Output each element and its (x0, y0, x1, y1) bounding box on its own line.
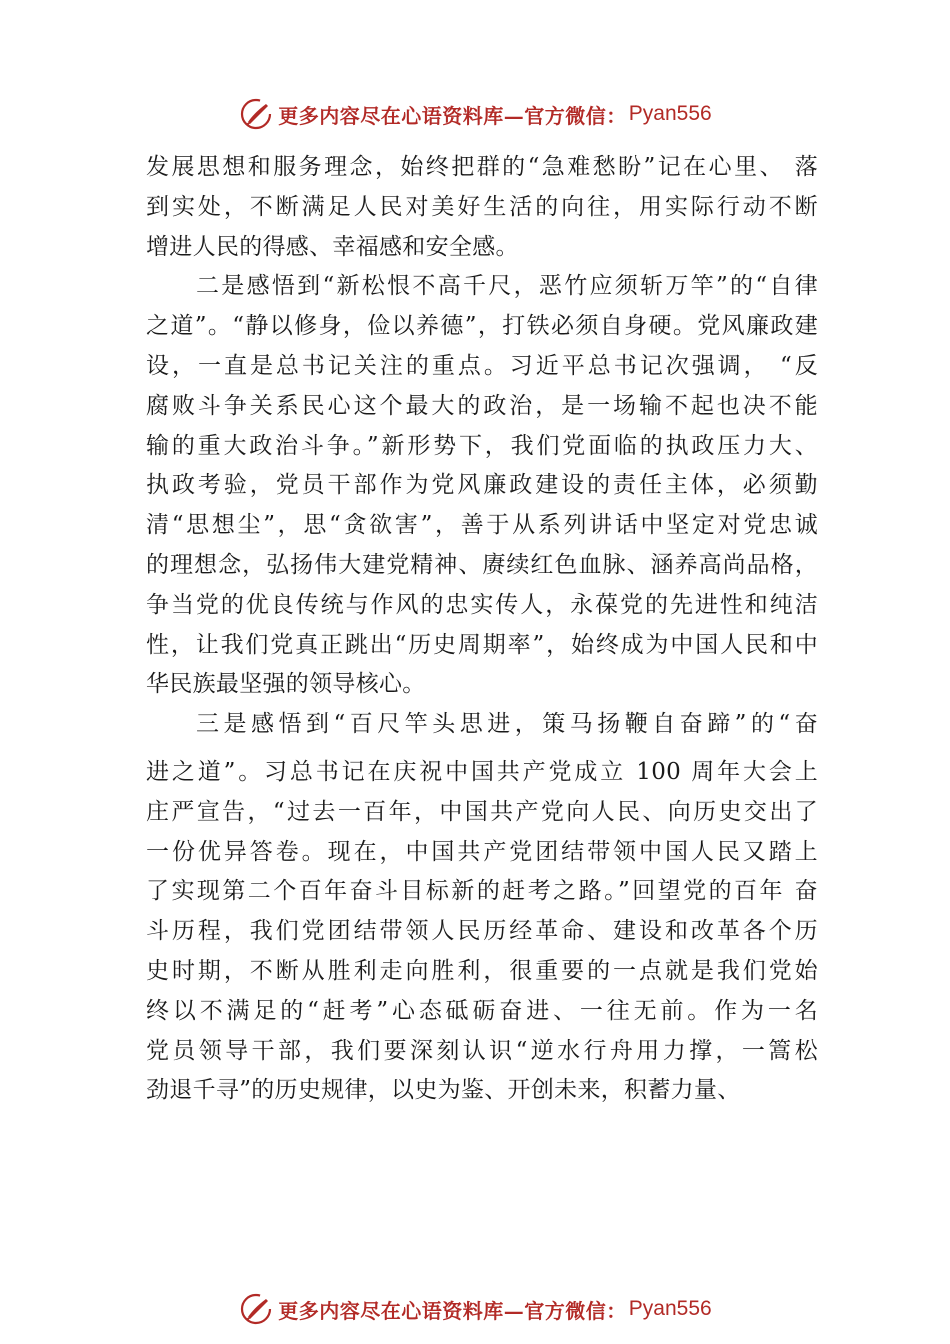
text-line: 争当党的优良传统与作风的忠实传人，永葆党的先进性和纯洁 (146, 591, 818, 618)
text-line: 的理想念，弘扬伟大建党精神、赓续红色血脉、涵养高尚品格， (146, 551, 818, 578)
brush-logo-icon (238, 96, 274, 132)
watermark-text: 更多内容尽在心语资料库—官方微信： (278, 1298, 627, 1323)
footer-watermark-banner (0, 1289, 950, 1329)
text-line: 输的重大政治斗争。”新形势下，我们党面临的执政压力大、 (146, 432, 818, 459)
text-line: 二是感悟到“新松恨不高千尺，恶竹应须斩万竿”的“自律 (196, 273, 818, 300)
document-body (146, 148, 818, 1111)
watermark-wechat-id: Pyan556 (628, 1297, 712, 1320)
text-line: 史时期，不断从胜利走向胜利，很重要的一点就是我们党始 (146, 957, 818, 984)
header-watermark-banner (0, 94, 950, 134)
text-line: 一份优异答卷。现在，中国共产党团结带领中国人民又踏上 (146, 838, 818, 865)
text-line: 设，一直是总书记关注的重点。习近平总书记次强调， “反 (146, 352, 818, 379)
text-line: 了实现第二个百年奋斗目标新的赶考之路。”回望党的百年 奋 (146, 878, 818, 905)
text-line: 斗历程，我们党团结带领人民历经革命、建设和改革各个历 (146, 918, 818, 945)
text-line: 劲退千寻”的历史规律，以史为鉴、开创未来，积蓄力量、 (146, 1077, 741, 1104)
text-line: 腐败斗争关系民心这个最大的政治，是一场输不起也决不能 (146, 392, 818, 419)
text-line: 进之道”。习总书记在庆祝中国共产党成立 100 周年大会上 (146, 758, 818, 785)
text-line: 三是感悟到“百尺竿头思进，策马扬鞭自奋蹄”的“奋 (196, 711, 818, 738)
brush-logo-icon (238, 1291, 274, 1327)
text-line: 清“思想尘”，思“贪欲害”，善于从系列讲话中坚定对党忠诚 (146, 512, 818, 539)
paragraph-3 (146, 705, 818, 1111)
text-line: 执政考验，党员干部作为党风廉政建设的责任主体，必须勤 (146, 472, 818, 499)
text-line: 终以不满足的“赶考”心态砥砺奋进、一往无前。作为一名 (146, 997, 818, 1024)
text-line: 到实处，不断满足人民对美好生活的向往，用实际行动不断 (146, 193, 818, 220)
line-gap (146, 745, 818, 753)
text-line: 之道”。“静以修身，俭以养德”，打铁必须自身硬。党风廉政建 (146, 313, 818, 340)
watermark-text: 更多内容尽在心语资料库—官方微信： (278, 103, 627, 128)
paragraph-2 (146, 267, 818, 705)
text-line: 性，让我们党真正跳出“历史周期率”，始终成为中国人民和中 (146, 631, 818, 658)
text-line: 增进人民的得感、幸福感和安全感。 (146, 233, 519, 260)
text-line: 华民族最坚强的领导核心。 (146, 671, 426, 698)
text-line: 发展思想和服务理念，始终把群的“急难愁盼”记在心里、 落 (146, 154, 818, 180)
watermark-wechat-id: Pyan556 (628, 102, 712, 125)
text-line: 庄严宣告，“过去一百年，中国共产党向人民、向历史交出了 (146, 798, 818, 825)
text-line: 党员领导干部，我们要深刻认识“逆水行舟用力撑，一篙松 (146, 1037, 818, 1064)
paragraph-1 (146, 148, 818, 267)
